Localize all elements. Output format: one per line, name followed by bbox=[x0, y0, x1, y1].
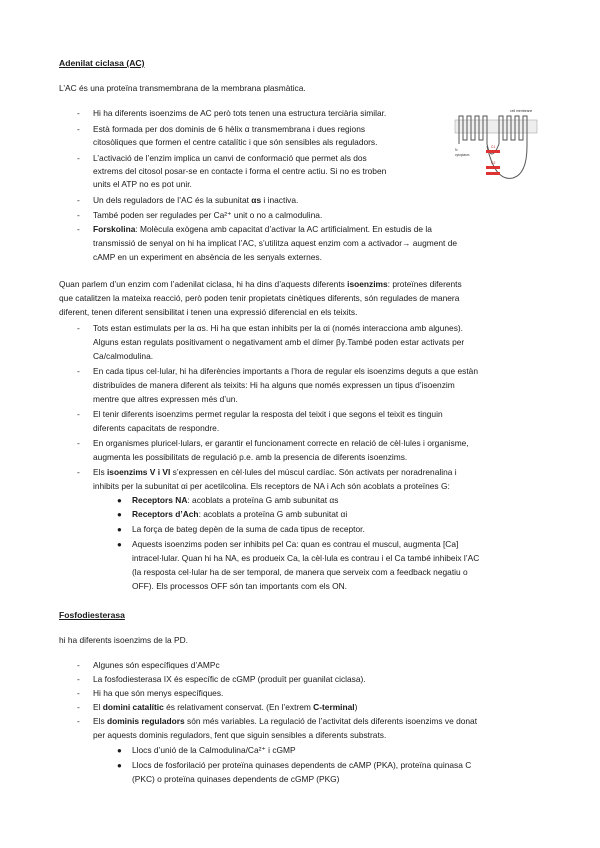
figure-label: cytoplasm bbox=[455, 153, 470, 157]
bullet-text: mentre que altres expressen més d’un. bbox=[93, 394, 238, 404]
bullet-dash: - bbox=[77, 467, 80, 477]
bullet-text: El domini catalític és relativament conservat. (En l’extrem C-terminal) bbox=[93, 702, 358, 712]
bullet-text: units el ATP no es pot unir. bbox=[93, 179, 192, 189]
bullet-text: Hi ha diferents isoenzims de AC però tots tenen una estructura terciària similar. bbox=[93, 108, 387, 118]
bullet-dash: - bbox=[77, 210, 80, 220]
bullet-text: per aquests dominis reguladors, fent que siguin sensibles a diferents substrats. bbox=[93, 730, 387, 740]
paragraph-intro-ac: L’AC és una proteïna transmembrana de la membrana plasmàtica. bbox=[59, 83, 306, 93]
paragraph-isoenzims: que catalitzen la mateixa reacció, però poden tenir propietats cinètiques diferents, són regulades de manera bbox=[59, 293, 460, 303]
paragraph-intro-pd: hi ha diferents isoenzims de la PD. bbox=[59, 635, 188, 645]
bullet-text: diferents capacitats de respondre. bbox=[93, 423, 220, 433]
bullet-text: En cada tipus cel·lular, hi ha diferències importants a l’hora de regular els isoenzims deguts a que estàn bbox=[93, 366, 478, 376]
bullet-text: Els dominis reguladors són més variables. La regulació de l’activitat dels diferents isoenzims ve donat bbox=[93, 716, 478, 726]
sub-bullet: ● bbox=[117, 510, 122, 519]
sub-bullet-text: Llocs d’unió de la Calmodulina/Ca²⁺ i cGMP bbox=[132, 745, 296, 755]
bullet-dash: - bbox=[77, 409, 80, 419]
adenylate-cyclase-diagram bbox=[453, 104, 539, 184]
bullet-dash: - bbox=[77, 108, 80, 118]
sub-bullet-text: (PKC) o proteïna quinases dependents de cGMP (PKG) bbox=[132, 774, 340, 784]
bullet-text: Ca/calmodulina. bbox=[93, 351, 154, 361]
bullet-text: Està formada per dos dominis de 6 hèlix α transmembrana i dues regions bbox=[93, 124, 366, 134]
bullet-text: La fosfodiesterasa IX és específic de cGMP (produït per guanilat ciclasa). bbox=[93, 674, 366, 684]
bullet-text: citosòliques que formen el centre catalític i que són sensibles als reguladors. bbox=[93, 137, 378, 147]
bullet-dash: - bbox=[77, 366, 80, 376]
bullet-dash: - bbox=[77, 702, 80, 712]
bullet-text: distribuïdes de manera diferent als teixits: Hi ha alguns que només expressen un tipus d’isoenzim bbox=[93, 380, 455, 390]
bullet-text: Alguns estan regulats positivament o negativament amb el dímer βγ.També poden estar activats per bbox=[93, 337, 465, 347]
bullet-text: Algunes són específiques d’AMPc bbox=[93, 660, 220, 670]
sub-bullet: ● bbox=[117, 540, 122, 549]
bullet-text: Els isoenzims V i VI s’expressen en cèl·lules del múscul cardíac. Són activats per noradrenalina i bbox=[93, 467, 457, 477]
bullet-dash: - bbox=[77, 153, 80, 163]
sub-bullet: ● bbox=[117, 525, 122, 534]
sub-bullet-text: Receptors d’Ach: acoblats a proteïna G amb subunitat αi bbox=[132, 509, 348, 519]
bullet-dash: - bbox=[77, 224, 80, 234]
bullet-text: Forskolina: Molècula exògena amb capacitat d’activar la AC artificialment. En estudis de la bbox=[93, 224, 432, 234]
paragraph-isoenzims: diferent, tenen diferent sensibilitat i tenen una expressió diferencial en els teixits. bbox=[59, 307, 358, 317]
bullet-dash: - bbox=[77, 323, 80, 333]
bullet-text: cAMP en un experiment en absència de les senyals externes. bbox=[93, 252, 322, 262]
sub-bullet: ● bbox=[117, 496, 122, 505]
bullet-dash: - bbox=[77, 716, 80, 726]
sub-bullet: ● bbox=[117, 746, 122, 755]
bullet-text: Un dels reguladors de l’AC és la subunitat αs i inactiva. bbox=[93, 195, 299, 205]
figure-label: C2 bbox=[491, 161, 496, 165]
bullet-text: inhibits per la subunitat αi per acetilcolina. Els receptors de NA i Ach són acoblats a proteïnes G: bbox=[93, 481, 450, 491]
sub-bullet-text: Receptors NA: acoblats a proteïna G amb subunitat αs bbox=[132, 495, 339, 505]
bullet-text: L’activació de l’enzim implica un canvi de conformació que permet als dos bbox=[93, 153, 367, 163]
bullet-dash: - bbox=[77, 674, 80, 684]
sub-bullet-text: (la resposta cel·lular ha de ser temporal, de manera que serveix com a feedback negatiu o bbox=[132, 567, 468, 577]
sub-bullet-text: OFF). Els processos OFF són tan importants com els ON. bbox=[132, 581, 348, 591]
sub-bullet-text: Llocs de fosforilació per proteïna quinases dependents de cAMP (PKA), proteïna quinasa C bbox=[132, 760, 472, 770]
heading-adenilat-ciclasa: Adenilat ciclasa (AC) bbox=[59, 58, 145, 68]
bullet-dash: - bbox=[77, 124, 80, 134]
bullet-text: En organismes pluricel·lulars, er garantir el funcionament correcte en relació de cèl·lules i organisme, bbox=[93, 438, 469, 448]
sub-bullet-text: Aquests isoenzims poden ser inhibits pel Ca: quan es contrau el muscul, augmenta [Ca] bbox=[132, 539, 459, 549]
bullet-text: Tots estan estimulats per la αs. Hi ha que estan inhibits per la αi (només interacciona amb algunes). bbox=[93, 323, 463, 333]
bullet-dash: - bbox=[77, 438, 80, 448]
sub-bullet-text: intracel·lular. Quan hi ha NA, es produeix Ca, la cèl·lula es contrau i el Ca també inhibeix l’AC bbox=[132, 553, 480, 563]
bullet-text: extrems del citosol posar-se en contacte i forma el centre actiu. Si no es troben bbox=[93, 166, 387, 176]
bullet-text: El tenir diferents isoenzims permet regular la resposta del teixit i que segons el teixit es tinguin bbox=[93, 409, 443, 419]
bullet-text: augmenta les possibilitats de regulació p.e. amb la presencia de diferents isoenzims. bbox=[93, 452, 408, 462]
bullet-text: També poden ser regulades per Ca²⁺ unit o no a calmodulina. bbox=[93, 210, 323, 220]
bullet-dash: - bbox=[77, 688, 80, 698]
figure-label: N bbox=[455, 148, 458, 152]
figure-label: cell membrane bbox=[510, 109, 533, 113]
bullet-text: transmissió de senyal on hi ha implicat l’AC, s’utilitza aquest enzim com a activador→ augment de bbox=[93, 238, 458, 248]
bullet-text: Hi ha que són menys específiques. bbox=[93, 688, 224, 698]
heading-fosfodiesterasa: Fosfodiesterasa bbox=[59, 610, 125, 620]
figure-label: C1 bbox=[491, 145, 496, 149]
paragraph-isoenzims: Quan parlem d’un enzim com l’adenilat ciclasa, hi ha dins d’aquests diferents isoenzims: proteïnes diferents bbox=[59, 279, 462, 289]
sub-bullet-text: La força de bateg depèn de la suma de cada tipus de receptor. bbox=[132, 524, 365, 534]
bullet-dash: - bbox=[77, 195, 80, 205]
bullet-dash: - bbox=[77, 660, 80, 670]
sub-bullet: ● bbox=[117, 761, 122, 770]
